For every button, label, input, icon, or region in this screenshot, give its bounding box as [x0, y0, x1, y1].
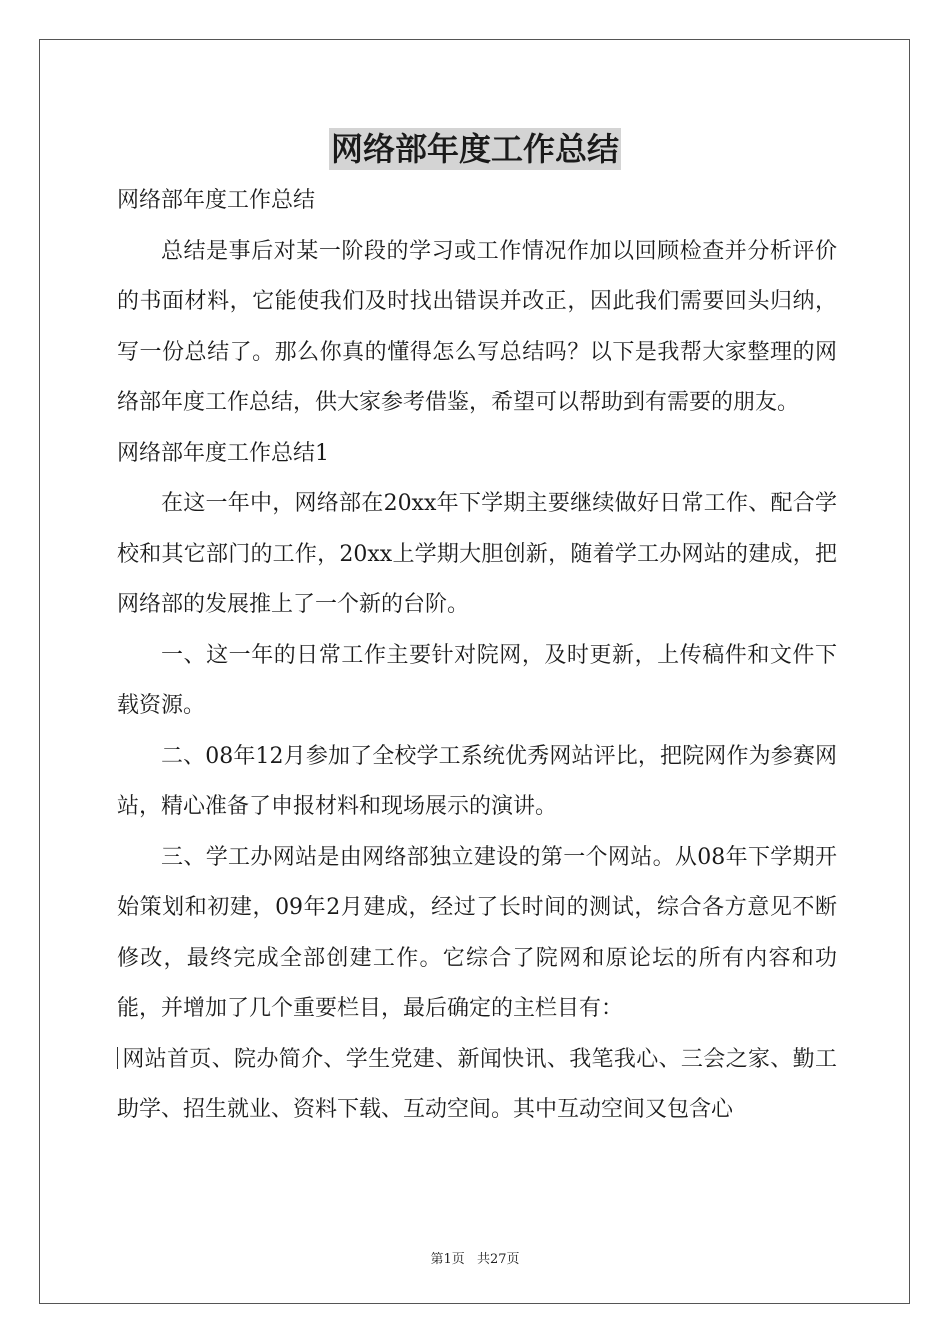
text-cursor-mark — [117, 1047, 118, 1069]
body-paragraph-5 — [117, 1035, 837, 1136]
document-subtitle: 网络部年度工作总结 — [117, 188, 316, 213]
body-paragraph-1: 在这一年中，网络部在20xx年下学期主要继续做好日常工作、配合学校和其它部门的工作，20xx上学期大胆创新，随着学工办网站的建成，把网络部的发展推上了一个新的台阶。 — [117, 491, 837, 617]
page-number: 第1页 — [430, 1252, 465, 1267]
body-paragraph-5-text: 网站首页、院办简介、学生党建、新闻快讯、我笔我心、三会之家、勤工助学、招生就业、资料下载、互动空间。其中互动空间又包含心 — [117, 1046, 837, 1122]
title-container — [0, 128, 950, 170]
intro-paragraph: 总结是事后对某一阶段的学习或工作情况作加以回顾检查并分析评价的书面材料，它能使我们及时找出错误并改正，因此我们需要回头归纳，写一份总结了。那么你真的懂得怎么写总结吗？以下是我帮大家整理的网络部年度工作总结，供大家参考借鉴，希望可以帮助到有需要的朋友。 — [117, 238, 837, 415]
body-paragraph-3: 二、08年12月参加了全校学工系统优秀网站评比，把院网作为参赛网站，精心准备了申报材料和现场展示的演讲。 — [117, 743, 837, 819]
document-body — [117, 176, 837, 1136]
body-paragraph-4: 三、学工办网站是由网络部独立建设的第一个网站。从08年下学期开始策划和初建，09年2月建成，经过了长时间的测试，综合各方意见不断修改，最终完成全部创建工作。它综合了院网和原论坛的所有内容和功能，并增加了几个重要栏目，最后确定的主栏目有： — [117, 844, 837, 1021]
page-total: 共27页 — [476, 1252, 520, 1267]
page-footer — [0, 1248, 950, 1267]
section-heading: 网络部年度工作总结1 — [117, 440, 329, 466]
document-title: 网络部年度工作总结 — [330, 130, 619, 168]
body-paragraph-2: 一、这一年的日常工作主要针对院网，及时更新，上传稿件和文件下载资源。 — [117, 642, 837, 718]
